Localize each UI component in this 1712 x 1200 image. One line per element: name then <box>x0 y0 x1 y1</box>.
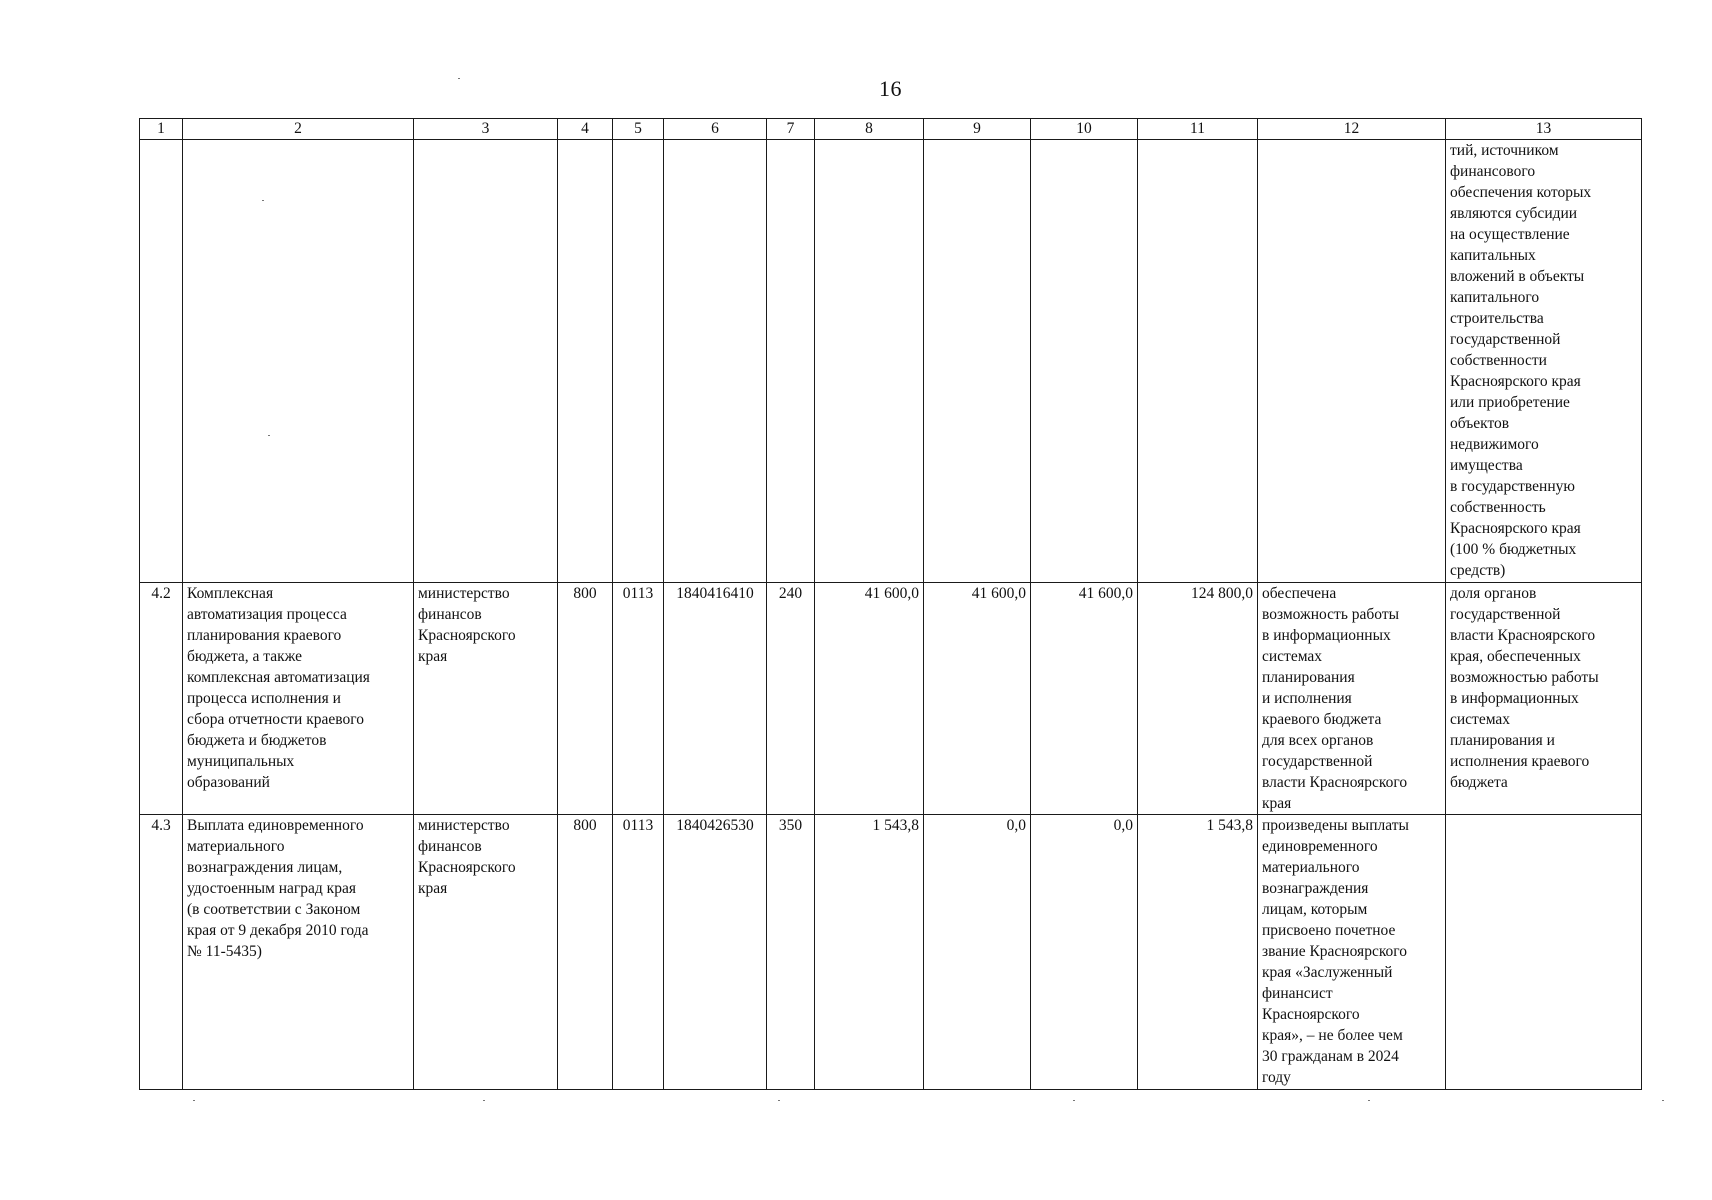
column-number-row <box>140 119 1642 140</box>
table-cell <box>414 140 558 583</box>
table-cell <box>183 140 414 583</box>
indicator-cell: доля органов государственной власти Красноярского края, обеспеченных возможностью работы в информационных системах планирования и исполнения краевого бюджета <box>1446 583 1642 815</box>
year1-amount-cell: 1 543,8 <box>815 815 924 1090</box>
vr-code-cell: 240 <box>767 583 815 815</box>
column-header: 13 <box>1446 119 1642 140</box>
continuation-row <box>140 140 1642 583</box>
row-number-cell: 4.2 <box>140 583 183 815</box>
column-header: 10 <box>1031 119 1138 140</box>
column-header: 6 <box>664 119 767 140</box>
year3-amount-cell: 0,0 <box>1031 815 1138 1090</box>
scan-speck <box>268 435 270 436</box>
expected-result-cell: обеспечена возможность работы в информационных системах планирования и исполнения краевого бюджета для всех органов государственной власти Красноярского края <box>1258 583 1446 815</box>
responsible-cell: министерство финансов Красноярского края <box>414 815 558 1090</box>
year1-amount-cell: 41 600,0 <box>815 583 924 815</box>
indicator-cell <box>1446 815 1642 1090</box>
column-header: 2 <box>183 119 414 140</box>
rzpr-code-cell: 0113 <box>613 583 664 815</box>
grbs-code-cell: 800 <box>558 583 613 815</box>
scan-speck <box>1662 1100 1664 1101</box>
column-header: 9 <box>924 119 1031 140</box>
table-row <box>140 583 1642 815</box>
vr-code-cell: 350 <box>767 815 815 1090</box>
column-header: 7 <box>767 119 815 140</box>
scan-speck <box>193 1100 195 1101</box>
column-header: 3 <box>414 119 558 140</box>
activity-name-cell: Комплексная автоматизация процесса планирования краевого бюджета, а также комплексная автоматизация процесса исполнения и сбора отчетности краевого бюджета и бюджетов муниципальных образований <box>183 583 414 815</box>
scan-speck <box>1073 1100 1075 1101</box>
scan-speck <box>483 1100 485 1101</box>
year2-amount-cell: 0,0 <box>924 815 1031 1090</box>
scan-speck <box>778 1100 780 1101</box>
page-number: 16 <box>879 76 902 101</box>
rzpr-code-cell: 0113 <box>613 815 664 1090</box>
table-cell <box>1258 140 1446 583</box>
row-number-cell: 4.3 <box>140 815 183 1090</box>
scan-speck <box>458 78 460 79</box>
column-header: 11 <box>1138 119 1258 140</box>
year2-amount-cell: 41 600,0 <box>924 583 1031 815</box>
grbs-code-cell: 800 <box>558 815 613 1090</box>
table-cell <box>767 140 815 583</box>
csr-code-cell: 1840416410 <box>664 583 767 815</box>
scan-speck <box>262 200 264 201</box>
program-activities-table <box>139 118 1642 1090</box>
table-cell <box>1138 140 1258 583</box>
total-amount-cell: 124 800,0 <box>1138 583 1258 815</box>
column-header: 4 <box>558 119 613 140</box>
activity-name-cell: Выплата единовременного материального вознаграждения лицам, удостоенным наград края (в соответствии с Законом края от 9 декабря 2010 года № 11-5435) <box>183 815 414 1090</box>
table-cell <box>1031 140 1138 583</box>
table-cell <box>815 140 924 583</box>
column-header: 5 <box>613 119 664 140</box>
total-amount-cell: 1 543,8 <box>1138 815 1258 1090</box>
table-cell <box>140 140 183 583</box>
column-header: 1 <box>140 119 183 140</box>
scan-speck <box>1368 1100 1370 1101</box>
table-row <box>140 815 1642 1090</box>
table-cell <box>613 140 664 583</box>
year3-amount-cell: 41 600,0 <box>1031 583 1138 815</box>
expected-result-cell: произведены выплаты единовременного материального вознаграждения лицам, которым присвоено почетное звание Красноярского края «Заслуженный финансист Красноярского края», – не более чем 30 гражданам в 2024 году <box>1258 815 1446 1090</box>
table-cell <box>924 140 1031 583</box>
table-cell <box>664 140 767 583</box>
table-cell <box>558 140 613 583</box>
indicator-continuation-cell: тий, источником финансового обеспечения которых являются субсидии на осуществление капитальных вложений в объекты капитального строительства государственной собственности Красноярского края или приобретение объектов недвижимого имущества в государственную собственность Красноярского края (100 % бюджетных средств) <box>1446 140 1642 583</box>
column-header: 8 <box>815 119 924 140</box>
responsible-cell: министерство финансов Красноярского края <box>414 583 558 815</box>
column-header: 12 <box>1258 119 1446 140</box>
csr-code-cell: 1840426530 <box>664 815 767 1090</box>
